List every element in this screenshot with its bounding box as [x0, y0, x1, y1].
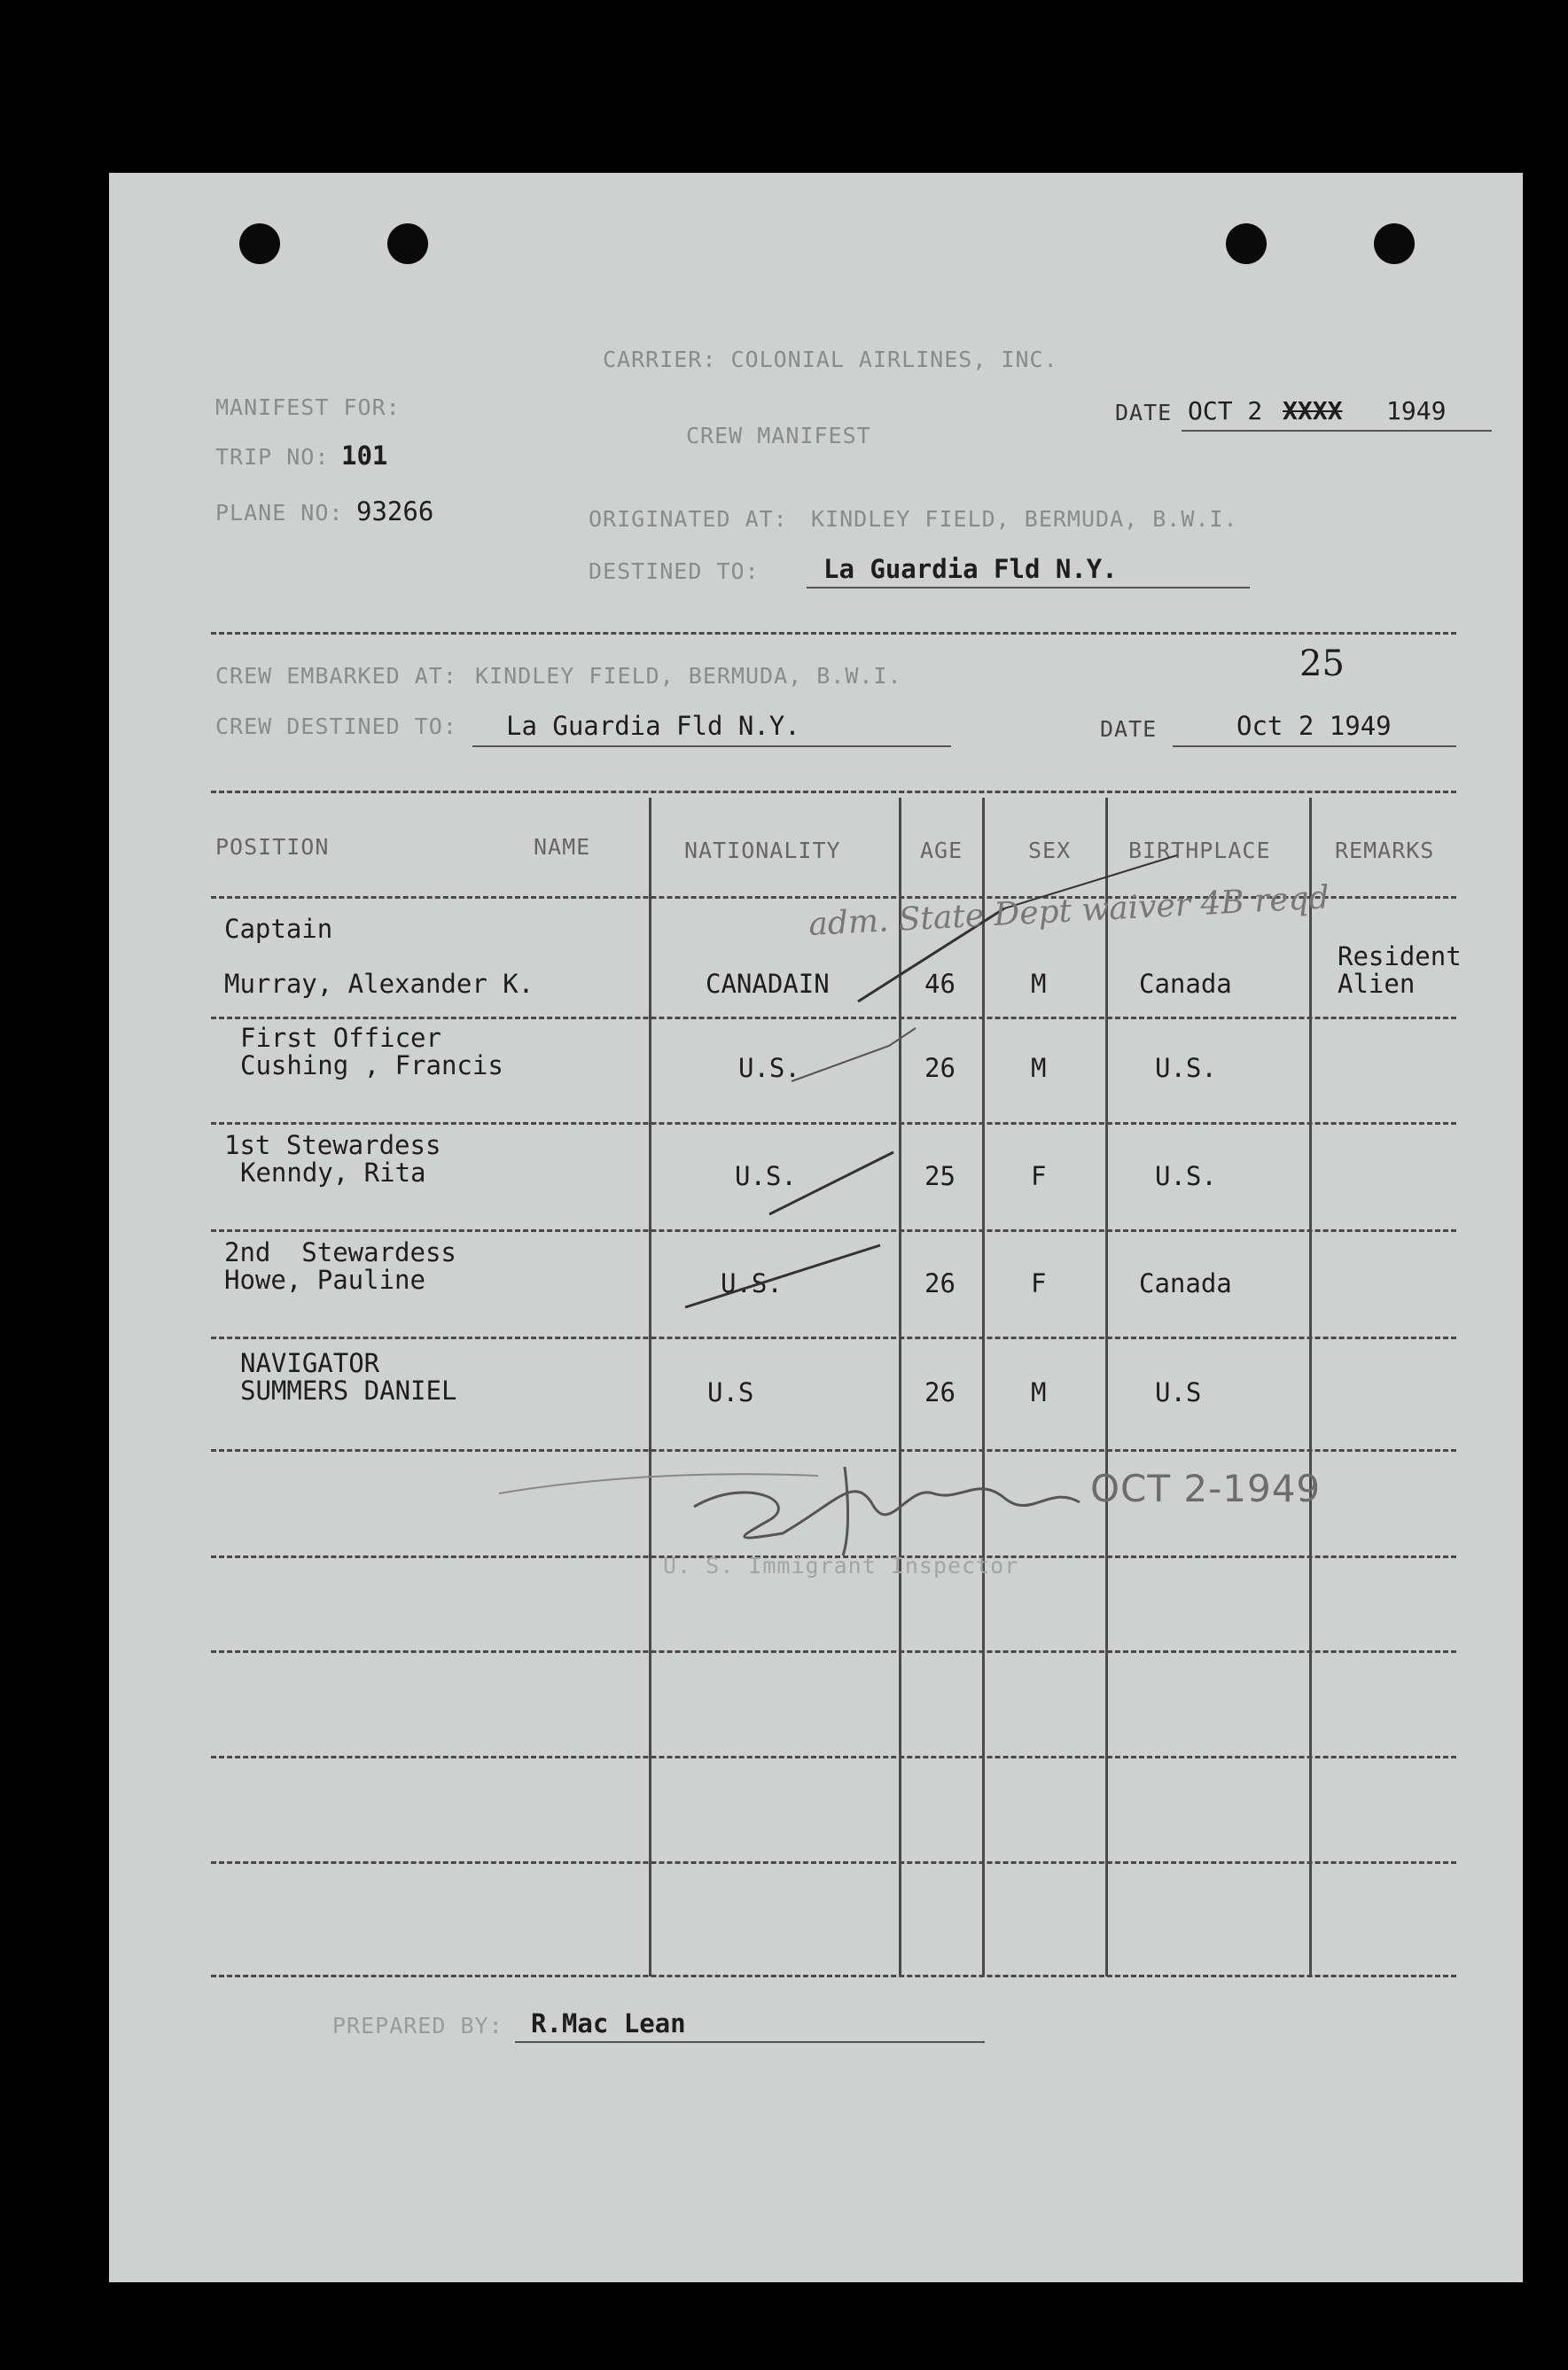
strike-mark — [685, 1245, 880, 1307]
row3-name: Kenndy, Rita — [240, 1158, 426, 1188]
strike-mark — [769, 1152, 893, 1214]
strike-mark — [792, 1028, 916, 1081]
trip-label: TRIP NO: — [215, 444, 330, 470]
row3-position: 1st Stewardess — [224, 1130, 441, 1160]
row1-sex: M — [1031, 969, 1047, 999]
row1-age: 46 — [924, 969, 956, 999]
crew-destined-label: CREW DESTINED TO: — [215, 713, 457, 739]
destined-value: La Guardia Fld N.Y. — [823, 554, 1118, 584]
row4-age: 26 — [924, 1268, 956, 1298]
signature-stroke — [843, 1467, 848, 1555]
prepared-by-label: PREPARED BY: — [332, 2013, 503, 2039]
date-year: 1949 — [1386, 396, 1447, 425]
plane-label: PLANE NO: — [215, 500, 344, 526]
crew-embarked-label: CREW EMBARKED AT: — [215, 663, 457, 689]
carrier-line: CARRIER: COLONIAL AIRLINES, INC. — [603, 347, 1058, 372]
destined-label: DESTINED TO: — [589, 558, 760, 584]
inspector-label: U. S. Immigrant Inspector — [663, 1553, 1019, 1579]
row2-birthplace: U.S. — [1155, 1053, 1217, 1083]
row4-birthplace: Canada — [1139, 1268, 1232, 1298]
row1-name: Murray, Alexander K. — [224, 969, 534, 999]
handwritten-note: adm. State Dept waiver 4B reqd — [807, 879, 1330, 943]
row1-birthplace: Canada — [1139, 969, 1232, 999]
row1-remarks-line2: Alien — [1338, 969, 1416, 999]
row4-name: Howe, Pauline — [224, 1265, 425, 1295]
row4-nationality: U.S. — [721, 1268, 783, 1298]
row5-name: SUMMERS DANIEL — [240, 1376, 457, 1406]
crew-embarked-value: KINDLEY FIELD, BERMUDA, B.W.I. — [475, 663, 902, 689]
row2-name: Cushing , Francis — [240, 1050, 503, 1080]
header-nationality: NATIONALITY — [684, 838, 841, 863]
header-name: NAME — [534, 834, 591, 860]
row5-position: NAVIGATOR — [240, 1348, 380, 1378]
row1-position: Captain — [224, 914, 333, 944]
row2-nationality: U.S. — [738, 1053, 800, 1083]
plane-number: 93266 — [356, 496, 434, 526]
row3-nationality: U.S. — [735, 1161, 797, 1191]
row2-sex: M — [1031, 1053, 1047, 1083]
header-age: AGE — [920, 838, 963, 863]
header-remarks: REMARKS — [1335, 838, 1435, 863]
header-position: POSITION — [215, 834, 330, 860]
row3-birthplace: U.S. — [1155, 1161, 1217, 1191]
row2-age: 26 — [924, 1053, 956, 1083]
row2-position: First Officer — [240, 1023, 441, 1053]
inspection-stamp-date: OCT 2-1949 — [1090, 1467, 1322, 1510]
signature-flourish — [499, 1474, 818, 1493]
row5-sex: M — [1031, 1377, 1047, 1407]
crew-destined-value: La Guardia Fld N.Y. — [506, 711, 800, 741]
row3-sex: F — [1031, 1161, 1047, 1191]
originated-value: KINDLEY FIELD, BERMUDA, B.W.I. — [811, 506, 1238, 532]
row4-position: 2nd Stewardess — [224, 1237, 456, 1267]
header-sex: SEX — [1028, 838, 1072, 863]
row3-age: 25 — [924, 1161, 956, 1191]
manifest-sheet — [109, 173, 1523, 2282]
crew-date-label: DATE — [1100, 716, 1158, 742]
inspector-signature — [694, 1489, 1080, 1538]
originated-label: ORIGINATED AT: — [589, 506, 788, 532]
row5-age: 26 — [924, 1377, 956, 1407]
date-prefix: OCT 2 — [1188, 396, 1263, 425]
header-birthplace: BIRTHPLACE — [1128, 838, 1271, 863]
crew-date-value: Oct 2 1949 — [1236, 711, 1392, 741]
crew-count: 25 — [1299, 643, 1345, 684]
row5-nationality: U.S — [707, 1377, 754, 1407]
row1-nationality: CANADAIN — [706, 969, 830, 999]
manifest-for-label: MANIFEST FOR: — [215, 394, 401, 420]
row1-remarks-line1: Resident — [1338, 941, 1462, 971]
row4-sex: F — [1031, 1268, 1047, 1298]
row5-birthplace: U.S — [1155, 1377, 1202, 1407]
prepared-by-value: R.Mac Lean — [531, 2008, 686, 2039]
date-struck: XXXX — [1283, 396, 1343, 425]
crew-manifest-title: CREW MANIFEST — [686, 423, 871, 448]
trip-number: 101 — [341, 440, 388, 471]
date-label: DATE — [1115, 400, 1173, 425]
handwriting-overlay — [109, 173, 1523, 2282]
